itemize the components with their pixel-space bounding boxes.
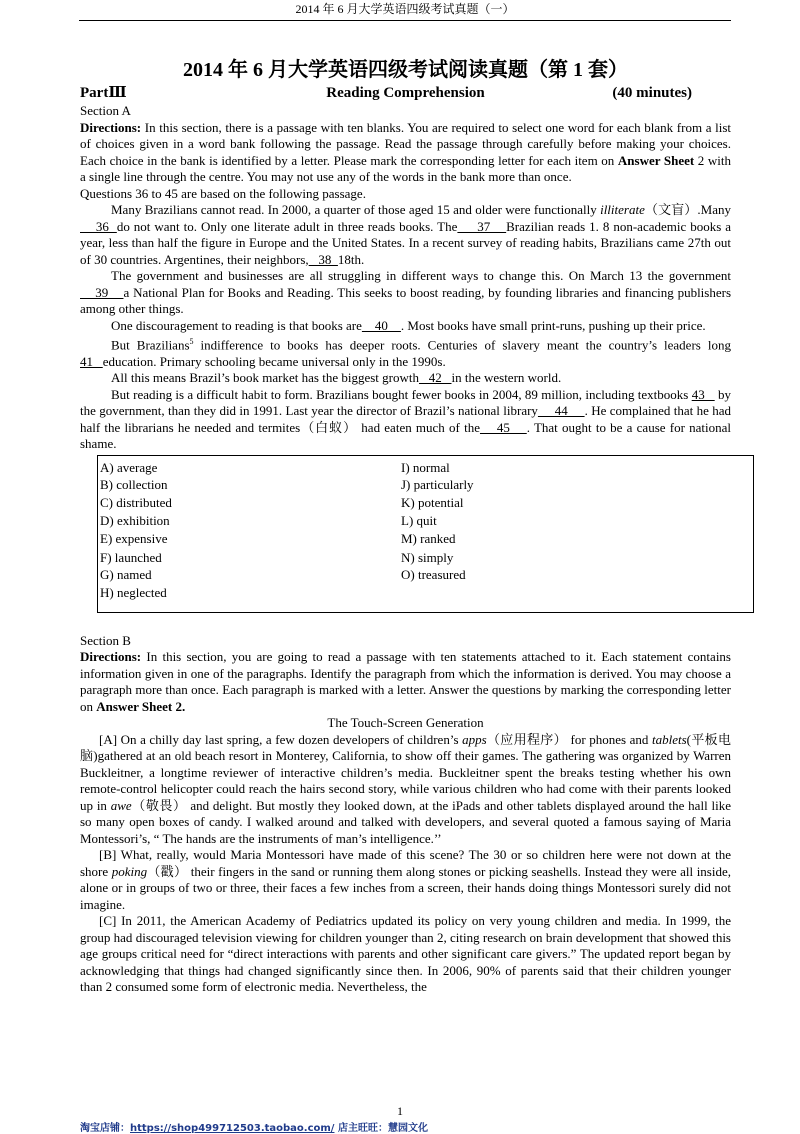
word-bank-option: M) ranked (401, 531, 456, 547)
running-header (79, 0, 731, 21)
paragraph-c: [C] In 2011, the American Academy of Pediatrics updated its policy on very young children and media. In 1999, the group had discouraged television viewing for children younger than 2, citing research on brain development that showed this age groups critical need for “direct interactions with parents and other significant care givers.” The updated report began by acknowledging that things had changed significantly since then. In 2006, 90% of parents said that their children younger than 2 consumed some form of electronic media. Nevertheless, the (80, 913, 731, 995)
word-bank-left-column (100, 459, 401, 602)
blank-36[interactable]: 36 (80, 218, 117, 234)
passage-title: The Touch-Screen Generation (327, 715, 484, 731)
word-bank-option: L) quit (401, 512, 437, 528)
word-bank-option: D) exhibition (100, 512, 170, 528)
document-page (80, 58, 731, 996)
word-bank-option: K) potential (401, 495, 464, 511)
part-label: PartⅢ (80, 85, 127, 101)
word-bank-option: O) treasured (401, 567, 466, 583)
word-bank-option: F) launched (100, 549, 162, 565)
word-bank-option: J) particularly (401, 477, 474, 493)
blank-40[interactable]: 40 (361, 317, 401, 333)
blank-38[interactable]: 38 (308, 251, 338, 267)
section-a-heading: Section A (80, 103, 131, 118)
passage-paragraph-4: But Brazilians$^5$ indifference to books has deeper roots. Centuries of slavery meant the country’s leaders long 41 education. Primary schooling became universal only in the 1990s. (80, 337, 731, 369)
word-bank-option: C) distributed (100, 495, 172, 511)
directions-label: Directions: (80, 649, 142, 665)
part-time: (40 minutes) (612, 85, 692, 101)
passage-paragraph-2: The government and businesses are all struggling in different ways to change this. On March 13 the government 39 a National Plan for Books and Reading. This seeks to boost reading, by founding libraries and financing publishers among other things. (80, 268, 732, 316)
directions-label: Directions: (80, 119, 142, 135)
word-bank-option: B) collection (100, 477, 168, 493)
part-name: Reading Comprehension (326, 85, 485, 101)
word-bank-option: I) normal (401, 459, 450, 475)
word-bank-option: H) neglected (100, 584, 167, 600)
word-bank-option: A) average (100, 459, 158, 475)
page-title: 2014 年 6 月大学英语四级考试阅读真题（第 1 套） (183, 59, 628, 81)
passage-paragraph-5: All this means Brazil’s book market has the biggest growth 42 in the western world. (111, 370, 562, 386)
footer-shop-info: 淘宝店铺：https://shop499712503.taobao.com/ 店主旺旺：慧园文化 (80, 1123, 428, 1134)
questions-intro: Questions 36 to 45 are based on the following passage. (80, 185, 366, 201)
word-bank-option: E) expensive (100, 531, 168, 547)
part-heading (80, 83, 731, 103)
blank-41[interactable]: 41 (80, 353, 103, 369)
blank-37[interactable]: 37 (457, 218, 507, 234)
running-title: 2014 年 6 月大学英语四级考试真题（一） (295, 2, 515, 16)
blank-43[interactable]: 43 (691, 386, 715, 402)
section-a-directions: Directions: In this section, there is a passage with ten blanks. You are required to select one word for each blank from a list of choices given in a word bank following the passage. Read the passage through carefully before making your choices. Each choice in the bank is identified by a letter. Please mark the corresponding letter for each item on Answer Sheet 2 with a single line through the centre. You may not use any of the words in the bank more than once. (80, 119, 731, 184)
paragraph-a: [A] On a chilly day last spring, a few dozen developers of children’s apps（应用程序） for phones and tablets(平板电脑)gathered at an old beach resort in Monterey, California, to show off their games. The gathering was organized by Warren Buckleitner, a longtime reviewer of interactive children’s media. Buckleitner spent the breaks testing whether his own remote-control helicopter could reach the hairs second story, while various children who had come with their parents looked up in awe（敬畏） and delight. But mostly they looked down, at the iPads and other tablets displayed around the hall like so many open boxes of candy. I walked around and talked with developers, and several quoted a famous saying of Maria Montessori’s, “ The hands are the instruments of man’s intelligence.’’ (80, 731, 731, 846)
passage-paragraph-3: One discouragement to reading is that books are 40 . Most books have small print-runs, pushing up their price. (111, 317, 706, 333)
word-bank (97, 455, 754, 613)
section-b-directions: Directions: In this section, you are going to read a passage with ten statements attached to it. Each statement contains information given in one of the paragraphs. Identify the paragraph from which the information is derived. You may choose a paragraph more than once. Each paragraph is marked with a letter. Answer the questions by marking the corresponding letter on Answer Sheet 2. (80, 649, 731, 714)
passage-paragraph-1: Many Brazilians cannot read. In 2000, a quarter of those aged 15 and older were functionally illiterate（文盲）.Many 36 do not want to. Only one literate adult in three reads books. The 37 Brazilian reads 1. 8 non-academic books a year, less than half the figure in Europe and the United States. In a recent survey of reading habits, Brazilians came 27th out of 30 countries. Argentines, their neighbors, 38 18th. (80, 202, 732, 267)
blank-45[interactable]: 45 (479, 419, 527, 435)
blank-42[interactable]: 42 (418, 370, 452, 386)
word-bank-option: G) named (100, 567, 152, 583)
section-b-heading: Section B (80, 632, 131, 648)
word-bank-option: N) simply (401, 549, 454, 565)
shop-link[interactable]: https://shop499712503.taobao.com/ (130, 1123, 335, 1134)
paragraph-b: [B] What, really, would Maria Montessori have made of this scene? The 30 or so children here were not down at the shore poking（戳） their fingers in the sand or running them along stones or picking seashells. Instead they were all inside, alone or in groups of two or three, their faces a few inches from a screen, their hands doing things Montessori surely did not imagine. (80, 847, 731, 912)
passage-paragraph-6: But reading is a difficult habit to form. Brazilians bought fewer books in 2004, 89 million, including textbooks 43 by the government, than they did in 1991. Last year the director of Brazil’s national library 44 . He complained that he had half the librarians he needed and termites（白蚁） had eaten much of the 45 . That ought to be a cause for national shame. (80, 386, 732, 452)
word-bank-right-column (401, 459, 753, 602)
blank-39[interactable]: 39 (80, 284, 124, 300)
blank-44[interactable]: 44 (537, 403, 585, 419)
page-number: 1 (397, 1104, 403, 1118)
